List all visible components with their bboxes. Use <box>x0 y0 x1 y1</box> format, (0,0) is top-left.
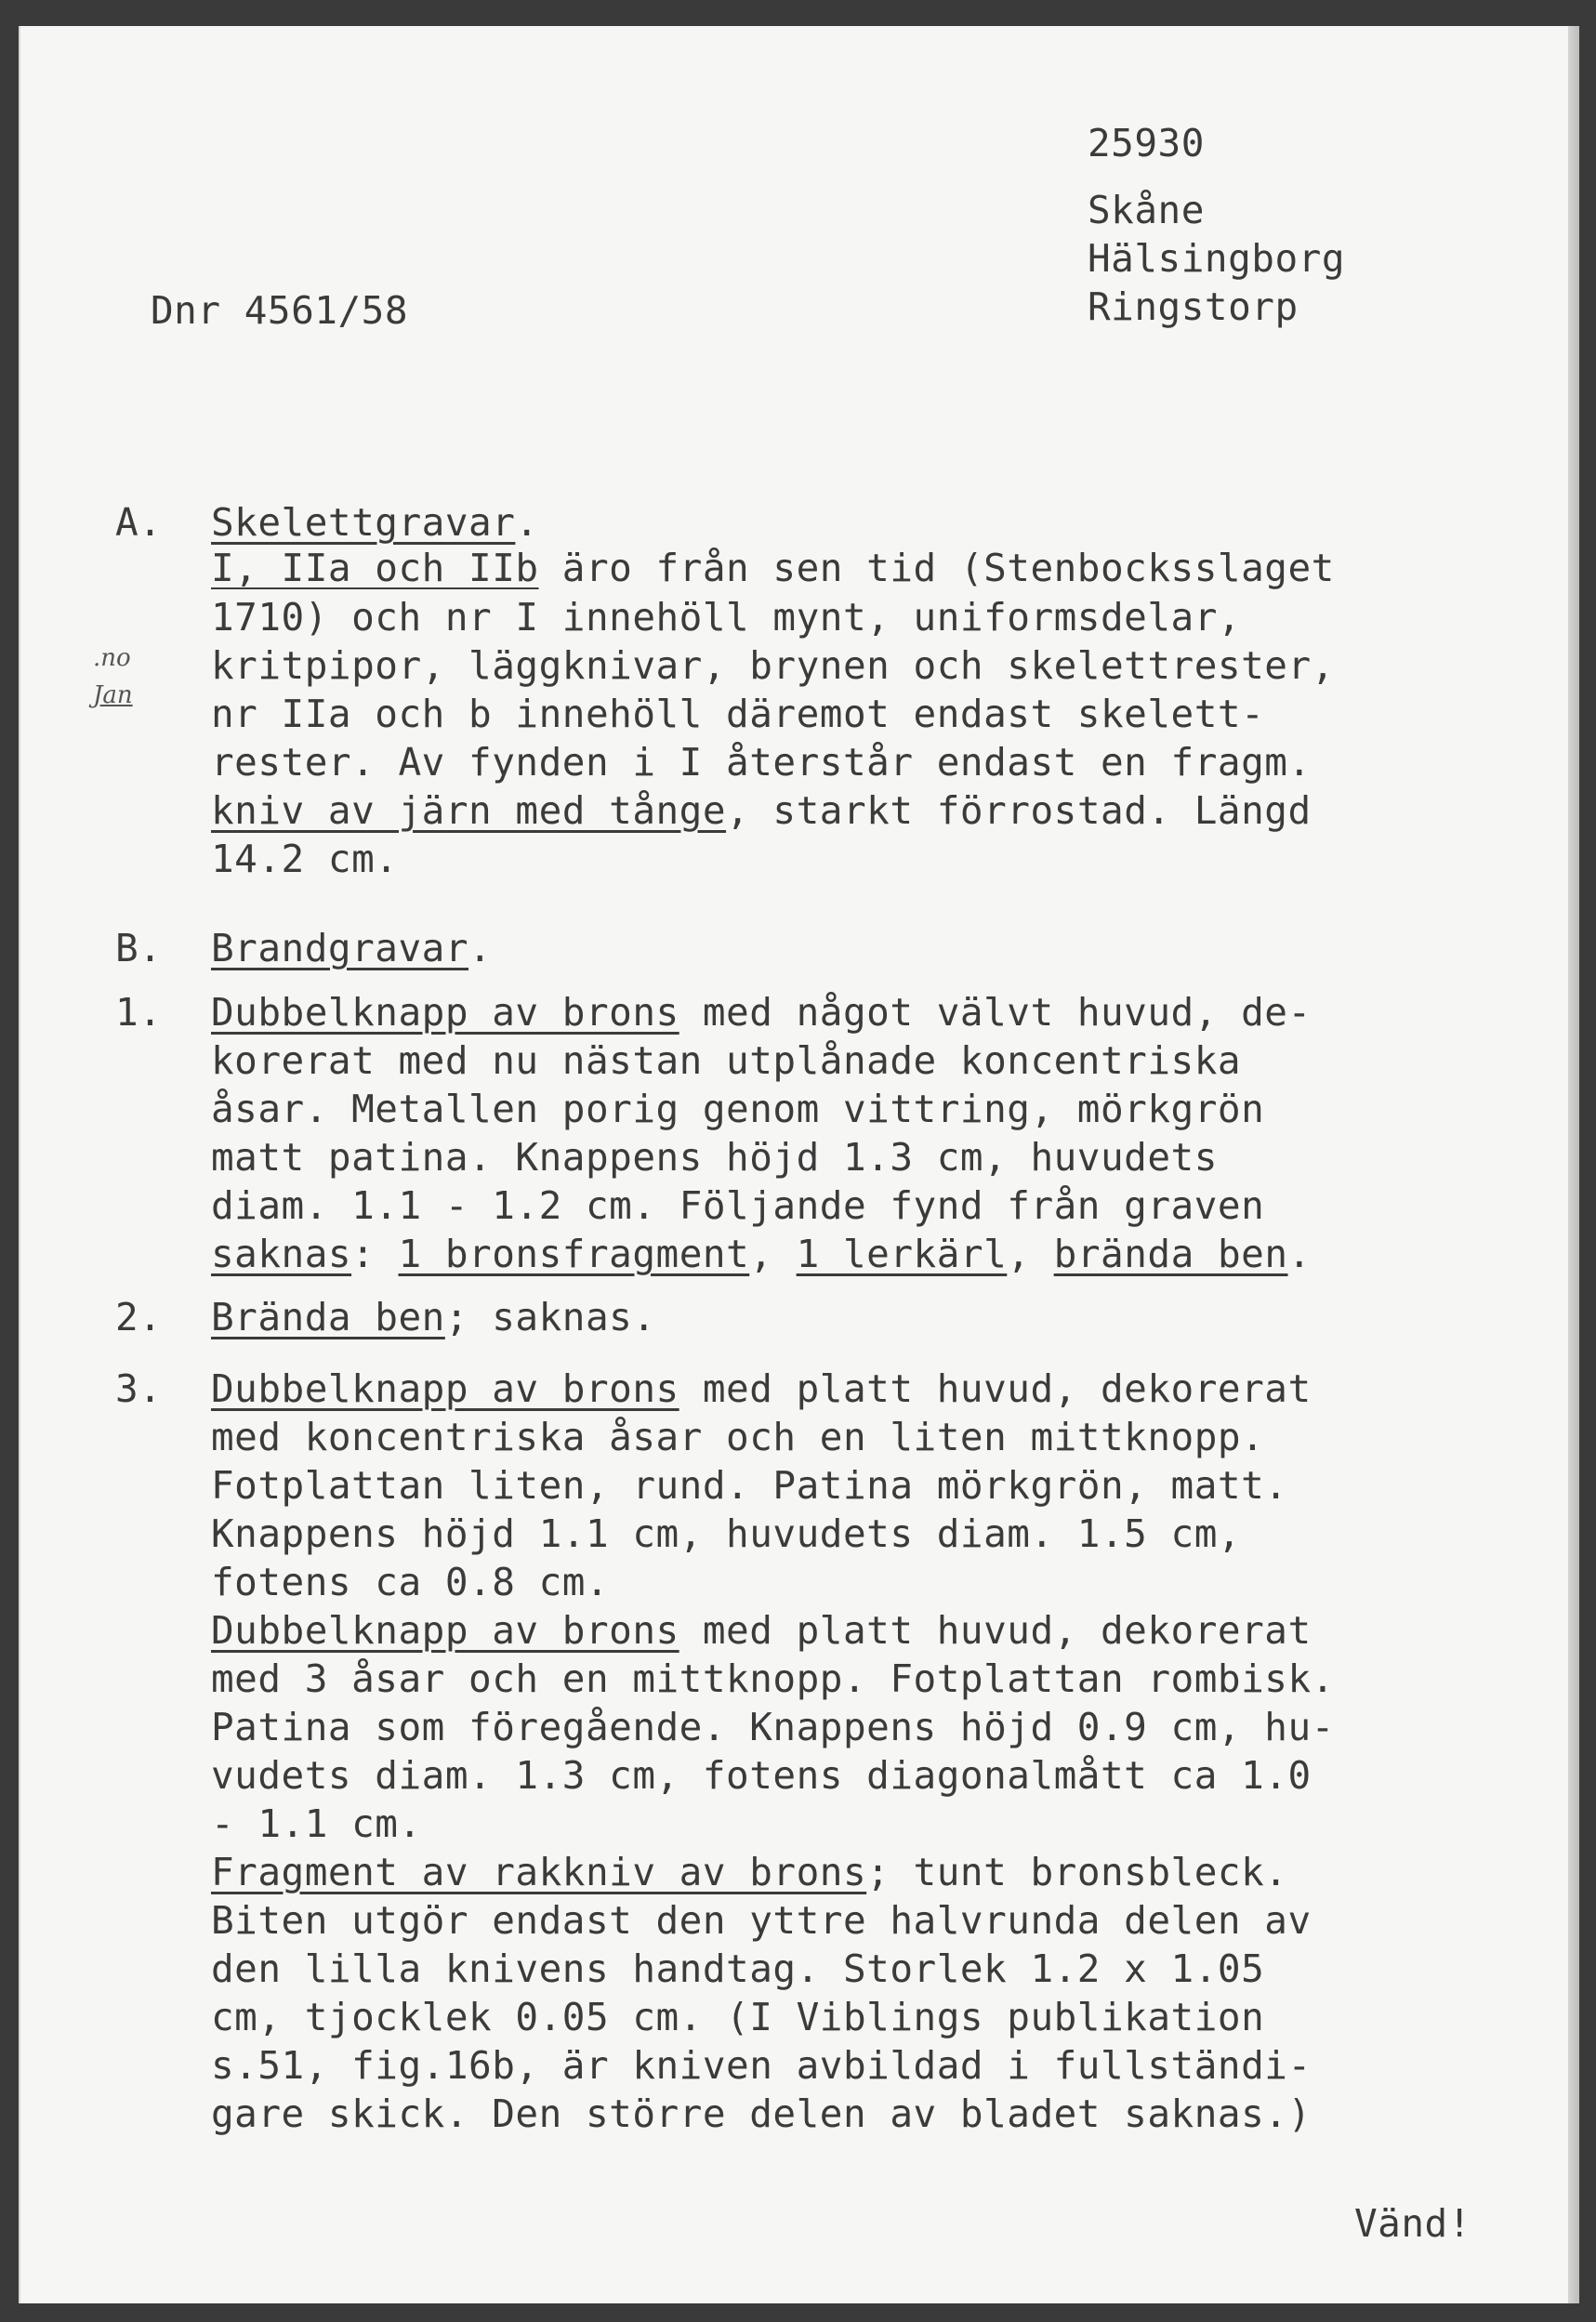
item-1-line: matt patina. Knappens höjd 1.3 cm, huvudets <box>211 1135 1218 1180</box>
card-edge <box>1568 26 1579 2303</box>
item-3-line: Dubbelknapp av brons med platt huvud, dekorerat <box>211 1608 1312 1653</box>
section-a-line: kritpipor, läggknivar, brynen och skelettrester, <box>211 643 1335 688</box>
item-2-line: Brända ben; saknas. <box>211 1295 656 1339</box>
item-3-line: cm, tjocklek 0.05 cm. (I Viblings publikation <box>211 1995 1265 2039</box>
section-a-line: kniv av järn med tånge, starkt förrostad. Längd <box>211 788 1312 833</box>
province: Skåne <box>1088 188 1205 232</box>
section-a-line: rester. Av fynden i I återstår endast en fragm. <box>211 740 1312 785</box>
section-b-heading: Brandgravar. <box>211 926 493 970</box>
item-1-line: diam. 1.1 - 1.2 cm. Följande fynd från graven <box>211 1183 1265 1228</box>
item-3-line: Fotplattan liten, rund. Patina mörkgrön, matt. <box>211 1463 1288 1508</box>
item-3-line: med koncentriska åsar och en liten mittknopp. <box>211 1415 1265 1459</box>
item-3-marker: 3. <box>115 1366 163 1411</box>
item-3-line: gare skick. Den större delen av bladet saknas.) <box>211 2091 1312 2136</box>
section-a-line: 1710) och nr I innehöll mynt, uniformsdelar, <box>211 595 1242 640</box>
section-a-line: nr IIa och b innehöll däremot endast skelett- <box>211 692 1265 736</box>
item-3-line: fotens ca 0.8 cm. <box>211 1560 610 1604</box>
index-card <box>19 26 1568 2303</box>
item-3-line: Patina som föregående. Knappens höjd 0.9 cm, hu- <box>211 1705 1335 1749</box>
item-1-line: Dubbelknapp av brons med något välvt huvud, de- <box>211 990 1312 1035</box>
item-3-line: - 1.1 cm. <box>211 1801 422 1846</box>
item-1-missing-line: saknas: 1 bronsfragment, 1 lerkärl, brända ben. <box>211 1232 1312 1276</box>
item-1-line: åsar. Metallen porig genom vittring, mörkgrön <box>211 1087 1265 1131</box>
parish: Hälsingborg <box>1088 236 1346 281</box>
item-3-line: s.51, fig.16b, är kniven avbildad i fullständi- <box>211 2043 1312 2088</box>
section-a-heading: Skelettgravar. <box>211 500 539 545</box>
item-2-marker: 2. <box>115 1295 163 1339</box>
section-a-marker: A. <box>115 500 163 545</box>
item-3-line: Fragment av rakkniv av brons; tunt bronsbleck. <box>211 1850 1288 1894</box>
item-3-line: vudets diam. 1.3 cm, fotens diagonalmått ca 1.0 <box>211 1753 1312 1798</box>
item-3-line: Knappens höjd 1.1 cm, huvudets diam. 1.5 cm, <box>211 1511 1242 1556</box>
section-b-marker: B. <box>115 926 163 970</box>
handwritten-margin-note: .no Jan <box>93 644 133 709</box>
section-a-line: 14.2 cm. <box>211 837 399 881</box>
item-3-line: Dubbelknapp av brons med platt huvud, dekorerat <box>211 1366 1312 1411</box>
turn-over-note: Vänd! <box>1354 2201 1471 2246</box>
catalog-number: 25930 <box>1088 121 1205 165</box>
item-1-line: korerat med nu nästan utplånade koncentriska <box>211 1038 1242 1083</box>
site: Ringstorp <box>1088 284 1299 329</box>
item-1-marker: 1. <box>115 990 163 1035</box>
item-3-line: med 3 åsar och en mittknopp. Fotplattan rombisk. <box>211 1656 1335 1701</box>
dnr-number: Dnr 4561/58 <box>151 288 409 333</box>
item-3-line: Biten utgör endast den yttre halvrunda delen av <box>211 1898 1312 1943</box>
item-3-line: den lilla knivens handtag. Storlek 1.2 x 1.05 <box>211 1946 1265 1991</box>
section-a-line: I, IIa och IIb äro från sen tid (Stenbocksslaget <box>211 546 1335 590</box>
